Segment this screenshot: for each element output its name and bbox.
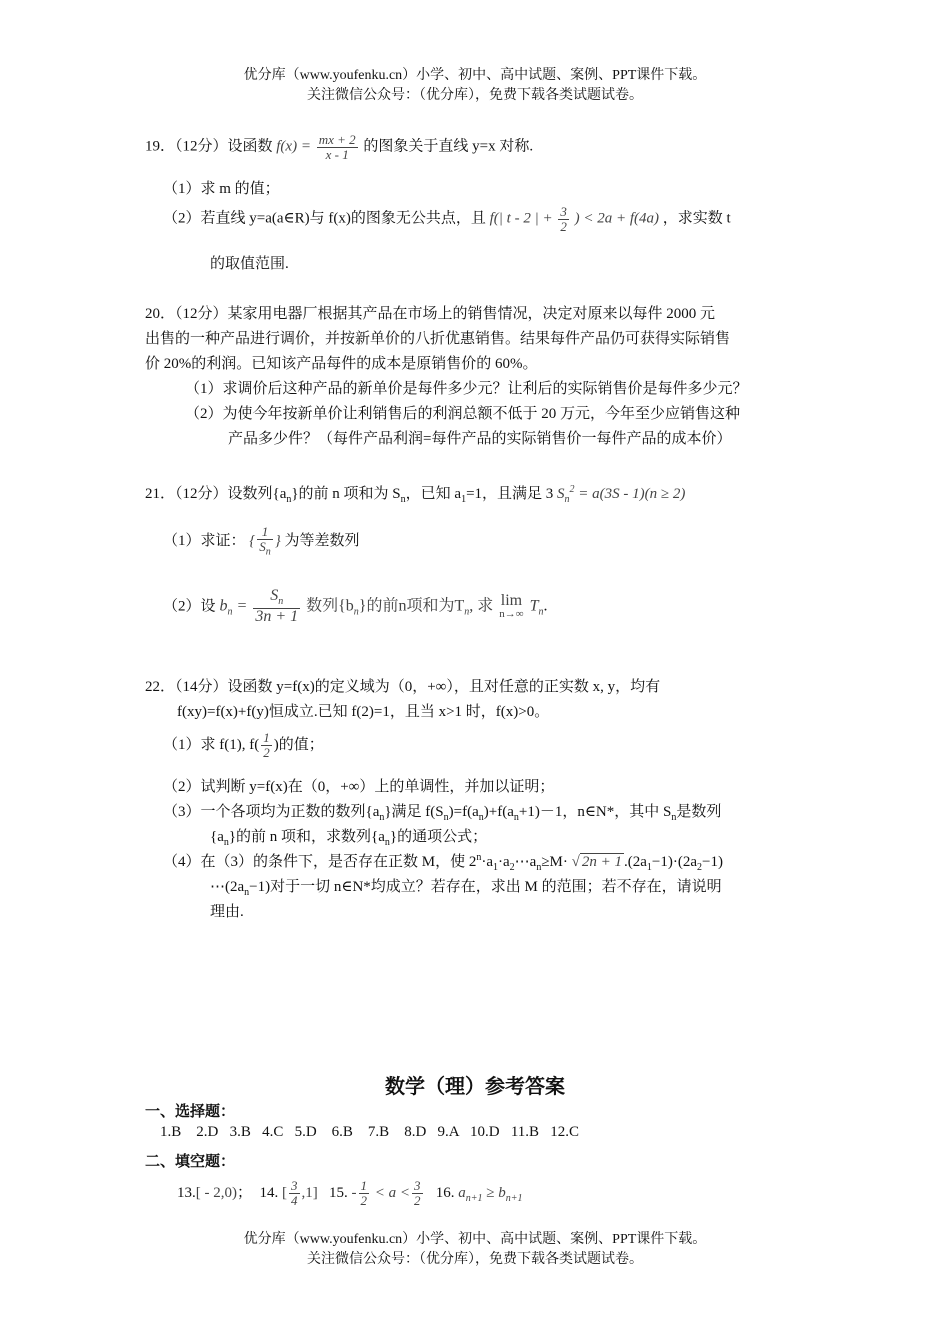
q19-part1: （1）求 m 的值； bbox=[163, 181, 280, 197]
q20-part2: （2）为使今年按新单价让利销售后的利润总额不低于 20 万元，今年至少应销售这种 bbox=[185, 406, 741, 422]
footer-line-1: 优分库（www.youfenku.cn）小学、初中、高中试题、案例、PPT课件下载。 bbox=[243, 1232, 707, 1247]
q22-part4-cont: $\cdots(2a_n-1)$对于一切 n∈N*均成立？若存在，求出 M 的范围；若不存在，请说明 bbox=[210, 879, 722, 898]
q19-stem: 19．（12分）设函数 f(x) = $\frac{mx + 2}{x - 1}$ 的图象关于直线 y=x 对称. bbox=[145, 132, 534, 162]
answers-fill: 13.[ - 2,0)； 14. [ $\frac{3}{4}$ ,1] 15. - $\frac{1}{2}$ < a < $\frac{3}{2}$ 16. $a_{n+1} \ge b_{n+1}$ bbox=[177, 1178, 523, 1209]
q21-part2: （2）设 $b_n$ = $\frac{S_n}{3n + 1}$ 数列$\{b_n\}$的前n项和为$T_n$, 求 lim n→∞ $T_n$. bbox=[163, 587, 548, 625]
q22-part3-cont: $\{a_n\}$的前 n 项和，求数列$\{a_n\}$的通项公式； bbox=[210, 829, 488, 848]
q22-line-2: f(xy)=f(x)+f(y)恒成立.已知 f(2)=1，且当 x>1 时，f(x)>0。 bbox=[177, 704, 550, 720]
header-line-1: 优分库（www.youfenku.cn）小学、初中、高中试题、案例、PPT课件下载。 bbox=[243, 68, 707, 83]
q22-part4: （4）在（3）的条件下，是否存在正数 M，使 $2^n\cdot a_1\cdot a_2\cdots a_n\ge M\cdot$ √ 2n + 1 $.(2a_1-1)\cdot(2a_2-1)$ bbox=[163, 852, 723, 873]
q20-part1: （1）求调价后这种产品的新单价是每件多少元？让利后的实际销售价是每件多少元？ bbox=[185, 381, 748, 397]
answers-section-choice: 一、选择题： bbox=[145, 1104, 236, 1120]
q22-part1: （1）求 f(1), f( $\frac{1}{2}$ )的值； bbox=[163, 730, 324, 761]
answers-title: 数学（理）参考答案 bbox=[385, 1076, 565, 1098]
q22-part2: （2）试判断 y=f(x)在（0，+∞）上的单调性，并加以证明； bbox=[163, 779, 555, 795]
q20-line-2: 出售的一种产品进行调价，并按新单价的八折优惠销售。结果每件产品仍可获得实际销售 bbox=[145, 331, 731, 347]
answers-choices: 1.B 2.D 3.B 4.C 5.D 6.B 7.B 8.D 9.A 10.D 11.B 12.C bbox=[160, 1124, 580, 1140]
q21-part1: （1）求证： { $\frac{1}{S_n}$ } 为等差数列 bbox=[163, 524, 360, 558]
q20-line-1: 20．（12分）某家用电器厂根据其产品在市场上的销售情况，决定对原来以每件 2000 元 bbox=[145, 306, 716, 322]
q22-line-1: 22．（14分）设函数 y=f(x)的定义域为（0，+∞），且对任意的正实数 x, y，均有 bbox=[145, 679, 661, 695]
q20-line-3: 价 20%的利润。已知该产品每件的成本是原销售价的 60%。 bbox=[145, 356, 538, 372]
q21-stem: 21．（12分）设数列$\{a_n\}$的前 n 项和为 $S_n$，已知 $a_1=1$，且满足 3 $S_n^2 = a(3S - 1)(n \ge 2)$ bbox=[145, 484, 686, 505]
footer-line-2: 关注微信公众号：（优分库），免费下载各类试题试卷。 bbox=[307, 1252, 643, 1267]
q22-part4-cont2: 理由. bbox=[210, 904, 244, 920]
q19-part2: （2）若直线 y=a(a∈R)与 f(x)的图象无公共点，且 f(| t - 2 | + $\frac{3}{2}$ ) < 2a + f(4a) ，求实数 t bbox=[163, 204, 731, 234]
q19-part2-cont: 的取值范围. bbox=[210, 256, 289, 272]
q22-part3: （3）一个各项均为正数的数列$\{a_n\}$满足 $f(S_n)=f(a_n)+f(a_n+1)-1$，n∈N*，其中 $S_n$是数列 bbox=[163, 804, 722, 823]
header-line-2: 关注微信公众号：（优分库），免费下载各类试题试卷。 bbox=[307, 88, 643, 103]
q20-part2-cont: 产品多少件？（每件产品利润=每件产品的实际销售价一每件产品的成本价） bbox=[228, 431, 732, 447]
answers-section-fill: 二、填空题： bbox=[145, 1154, 236, 1170]
